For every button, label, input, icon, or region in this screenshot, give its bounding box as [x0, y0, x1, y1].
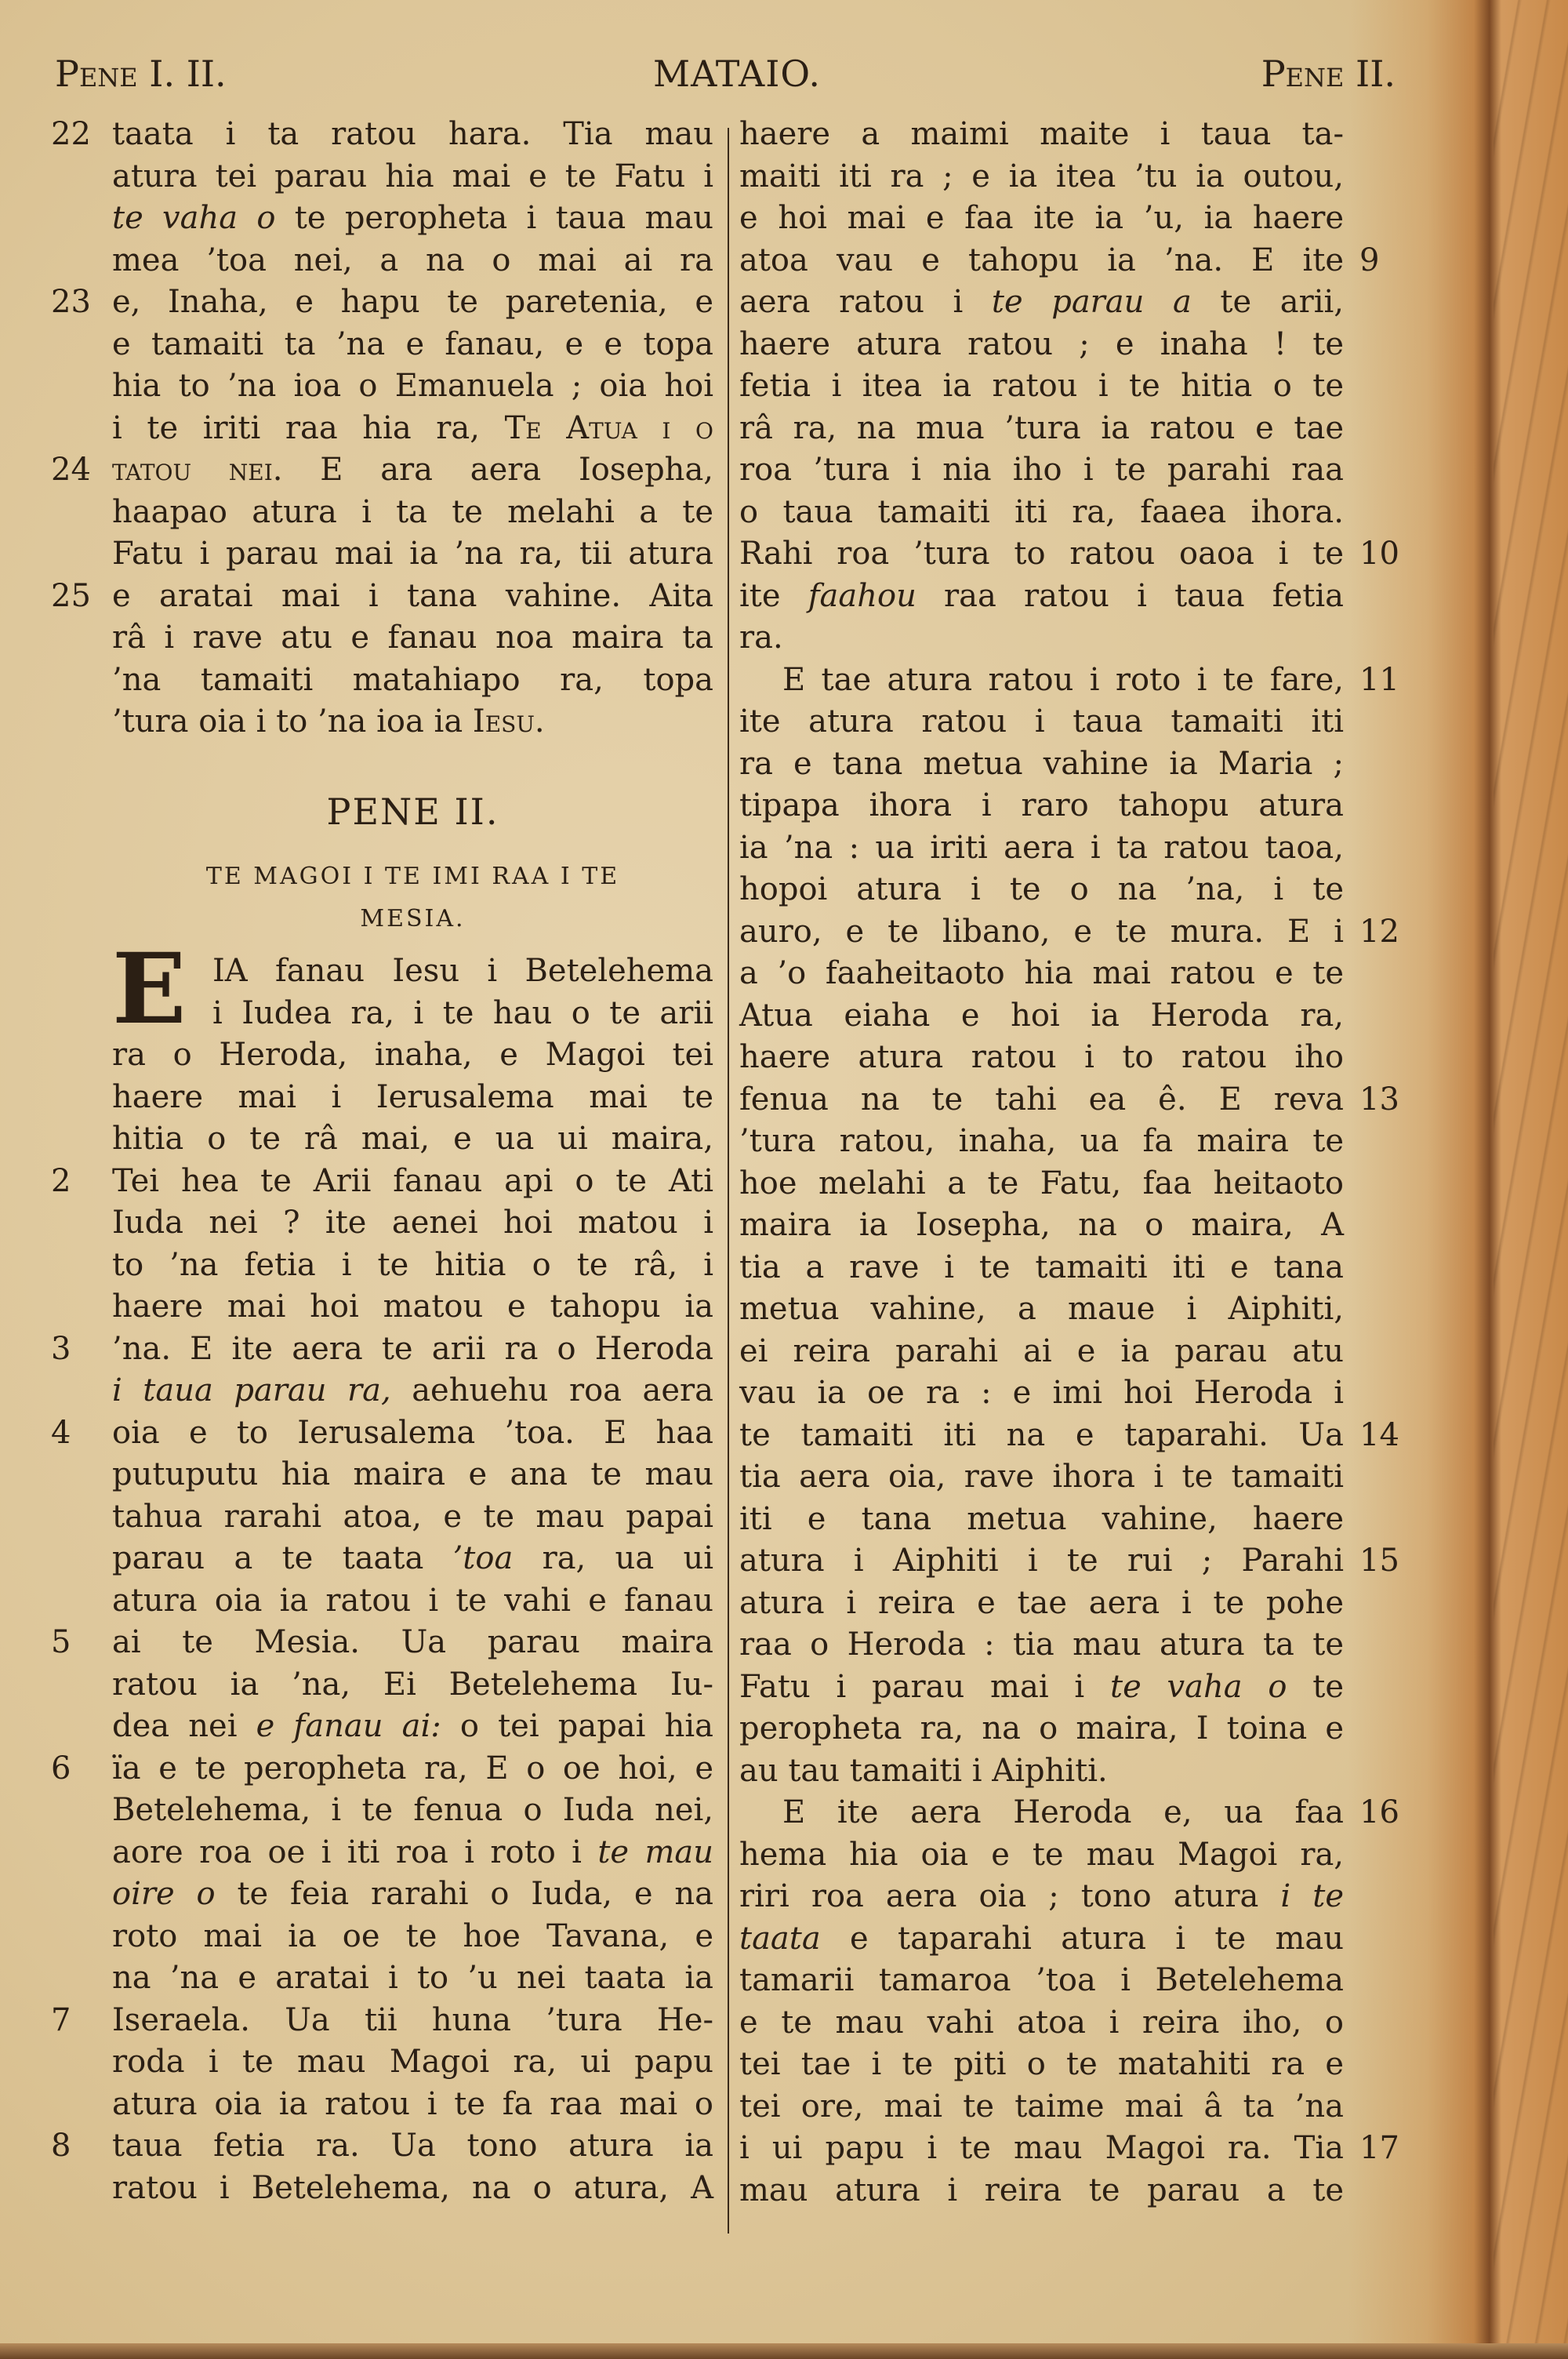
- text-line: [739, 2044, 1344, 2086]
- text-line: [51, 449, 714, 492]
- italic-text: ’toa: [452, 1540, 514, 1576]
- text-line: [739, 324, 1344, 366]
- drop-cap: E: [112, 932, 187, 1046]
- verse-number: 12: [1359, 913, 1399, 950]
- verse-text: E tae atura ratou i roto i te fare,: [782, 661, 1344, 698]
- text-line: [739, 1163, 1344, 1205]
- text-line: [739, 2086, 1344, 2128]
- verse-text: ra, ua ui: [513, 1540, 713, 1576]
- text-line: [739, 576, 1344, 618]
- verse-text: Rahi roa ’tura to ratou oaoa i te: [739, 536, 1344, 572]
- verse-text: tipapa ihora i raro tahopu atura: [739, 787, 1344, 823]
- right-column: [739, 114, 1399, 2212]
- italic-text: i taua parau ra,: [112, 1372, 391, 1408]
- text-line: [739, 743, 1344, 786]
- verse-text: mea ’toa nei, a na o mai ai ra: [112, 242, 713, 278]
- verse-text: e taparahi atura i te mau: [820, 1920, 1344, 1957]
- verse-number: 7: [51, 2001, 71, 2038]
- verse-text: hia to ’na ioa o Emanuela ; oia hoi: [112, 368, 713, 404]
- text-line: [112, 1916, 713, 1958]
- text-line: [112, 492, 713, 534]
- italic-text: e fanau ai:: [256, 1708, 441, 1744]
- left-column-top: [51, 114, 714, 743]
- verse-text: roda i te mau Magoi ra, ui papu: [112, 2044, 713, 2080]
- verse-text: haere a maimi maite i taua ta-: [739, 116, 1344, 152]
- running-head-chapter-right: Pene II.: [1261, 53, 1396, 95]
- text-line: [739, 617, 1344, 660]
- verse-text: hoe melahi a te Fatu, faa heitaoto: [739, 1165, 1344, 1201]
- verse-text: te tamaiti iti na e taparahi. Ua: [739, 1416, 1344, 1453]
- verse-number: 23: [51, 284, 91, 320]
- text-line: [112, 701, 713, 743]
- text-line: [739, 240, 1380, 282]
- page-bottom-edge: [0, 2343, 1568, 2359]
- verse-text: e hoi mai e faa ite ia ’u, ia haere: [739, 200, 1344, 236]
- verse-text: e, Inaha, e hapu te paretenia, e: [112, 284, 713, 320]
- verse-text: atoa vau e tahopu ia ’na. E ite: [739, 242, 1344, 278]
- text-line: [112, 2168, 713, 2210]
- text-line: [739, 995, 1344, 1038]
- text-line: [112, 1034, 713, 1077]
- text-line: [112, 2084, 713, 2126]
- text-line: [739, 2128, 1399, 2170]
- verse-text: Iuda nei ? ite aenei hoi matou i: [112, 1205, 713, 1241]
- text-line: [112, 1790, 713, 1832]
- verse-number: 15: [1359, 1543, 1399, 1579]
- text-line: [739, 1456, 1344, 1499]
- verse-text: haere mai i Ierusalema mai te: [112, 1078, 713, 1115]
- verse-text: tamarii tamaroa ’toa i Betelehema: [739, 1962, 1344, 1998]
- verse-number: 25: [51, 577, 91, 614]
- italic-text: faahou: [808, 577, 916, 614]
- text-line: [112, 1832, 713, 1874]
- verse-text: ra o Heroda, inaha, e Magoi tei: [112, 1037, 713, 1073]
- text-line: [739, 1331, 1344, 1373]
- verse-text: ’na. E ite aera te arii ra o Heroda: [112, 1330, 713, 1367]
- verse-text: o tei papai hia: [441, 1708, 713, 1744]
- verse-text: aera ratou i: [739, 284, 992, 320]
- verse-text: auro, e te libano, e te mura. E i: [739, 913, 1344, 950]
- verse-number: 6: [51, 1750, 71, 1787]
- verse-number: 17: [1359, 2130, 1399, 2166]
- text-line: [51, 1412, 713, 1455]
- text-line: [112, 240, 713, 282]
- text-line: [739, 1792, 1399, 1834]
- italic-text: te mau: [597, 1834, 714, 1870]
- text-line: [51, 1161, 713, 1203]
- text-line: [112, 1245, 713, 1287]
- verse-text: i te iriti raa hia ra,: [112, 409, 505, 446]
- verse-text: roa ’tura i nia iho i te parahi raa: [739, 452, 1344, 488]
- verse-number: 16: [1359, 1794, 1399, 1830]
- verse-text: ei reira parahi ai e ia parau atu: [739, 1332, 1344, 1369]
- small-caps-text: tatou nei.: [112, 452, 283, 488]
- verse-text: fetia i itea ia ratou i te hitia o te: [739, 368, 1344, 404]
- text-line: [51, 576, 713, 618]
- text-line: [739, 156, 1344, 198]
- verse-text: atura oia ia ratou i te fa raa mai o: [112, 2085, 713, 2122]
- verse-text: hitia o te râ mai, e ua ui maira,: [112, 1121, 713, 1157]
- text-line: [739, 1918, 1344, 1961]
- small-caps-text: Iesu: [472, 703, 535, 740]
- text-line: [112, 324, 713, 366]
- verse-text: IA fanau Iesu i Betelehema: [212, 953, 713, 989]
- verse-number: 4: [51, 1414, 71, 1451]
- verse-text: Betelehema, i te fenua o Iuda nei,: [112, 1792, 713, 1828]
- italic-text: taata: [739, 1920, 821, 1957]
- text-line: [112, 1202, 713, 1245]
- verse-text: maira ia Iosepha, na o maira, A: [739, 1207, 1344, 1243]
- verse-text: tei tae i te piti o te matahiti ra e: [739, 2046, 1344, 2082]
- verse-text: atura i reira e tae aera i te pohe: [739, 1584, 1344, 1621]
- verse-number: 8: [51, 2128, 71, 2164]
- verse-text: Fatu i parau mai i: [739, 1668, 1110, 1705]
- text-line: [739, 492, 1344, 534]
- verse-text: na ’na e aratai i to ’u nei taata ia: [112, 1960, 713, 1996]
- text-line: [739, 408, 1344, 450]
- text-line: [739, 827, 1344, 870]
- verse-number: 2: [51, 1162, 71, 1199]
- verse-text: ai te Mesia. Ua parau maira: [112, 1624, 713, 1660]
- small-caps-text: Te Atua i o: [504, 409, 713, 446]
- text-line: [51, 2125, 713, 2168]
- verse-text: haere mai hoi matou e tahopu ia: [112, 1289, 713, 1325]
- text-line: [739, 1583, 1344, 1625]
- verse-text: o taua tamaiti iti ra, faaea ihora.: [739, 493, 1344, 530]
- text-line: [739, 1037, 1344, 1079]
- text-line: [739, 869, 1344, 911]
- verse-text: vau ia oe ra : e imi hoi Heroda i: [739, 1375, 1344, 1411]
- verse-text: au tau tamaiti i Aiphiti.: [739, 1752, 1108, 1789]
- verse-text: aore roa oe i iti roa i roto i: [112, 1834, 598, 1870]
- verse-text: ite: [739, 577, 808, 614]
- verse-number: 13: [1359, 1081, 1399, 1118]
- verse-number: 3: [51, 1330, 71, 1367]
- text-line: [112, 660, 713, 702]
- text-line: [51, 114, 713, 156]
- verse-number: 11: [1359, 661, 1399, 698]
- verse-text: râ i rave atu e fanau noa maira ta: [112, 620, 713, 656]
- verse-text: ’tura oia i to ’na ioa ia: [112, 703, 473, 740]
- verse-text: te feia rarahi o Iuda, e na: [215, 1876, 714, 1912]
- text-line: [739, 198, 1344, 240]
- verse-text: Atua eiaha e hoi ia Heroda ra,: [739, 997, 1344, 1034]
- verse-text: parau a te taata: [112, 1540, 453, 1576]
- chapter-subtitle-line-1: TE MAGOI I TE IMI RAA I TE: [205, 863, 620, 890]
- verse-text: atura tei parau hia mai e te Fatu i: [112, 158, 713, 194]
- verse-text: maiti iti ra ; e ia itea ’tu ia outou,: [739, 158, 1344, 194]
- italic-text: te parau a: [991, 284, 1192, 320]
- text-line: [112, 198, 713, 240]
- chapter-subtitle-line-2: MESIA.: [360, 905, 466, 932]
- running-head-chapter-left: Pene I. II.: [55, 53, 227, 95]
- text-line: [112, 156, 713, 198]
- left-column-body: [51, 951, 714, 2209]
- verse-text: ratou i Betelehema, na o atura, A: [112, 2169, 713, 2206]
- verse-text: ratou ia ’na, Ei Betelehema Iu-: [112, 1666, 713, 1703]
- verse-text: Tei hea te Arii fanau api o te Ati: [112, 1162, 713, 1199]
- text-line: [51, 1329, 713, 1371]
- text-line: [112, 1370, 713, 1412]
- text-line: [739, 533, 1399, 576]
- text-line: [112, 1286, 713, 1329]
- verse-text: i Iudea ra, i te hau o te arii: [212, 994, 713, 1031]
- verse-text: fenua na te tahi ea ê. E reva: [739, 1081, 1344, 1118]
- verse-text: te: [1287, 1668, 1345, 1705]
- verse-number: 10: [1359, 536, 1399, 572]
- verse-text: haapao atura i ta te melahi a te: [112, 493, 713, 530]
- verse-text: E ite aera Heroda e, ua faa: [782, 1794, 1344, 1830]
- text-line: [739, 1540, 1399, 1583]
- verse-text: .: [534, 703, 545, 740]
- italic-text: i te: [1280, 1878, 1344, 1914]
- verse-text: ïa e te peropheta ra, E o oe hoi, e: [112, 1750, 713, 1787]
- verse-text: tahua rarahi atoa, e te mau papai: [112, 1498, 713, 1535]
- verse-text: ’tura ratou, inaha, ua fa maira te: [739, 1123, 1344, 1159]
- text-line: [739, 1876, 1344, 1918]
- verse-number: 22: [51, 116, 91, 152]
- text-line: [51, 2000, 713, 2042]
- text-line: [739, 1289, 1344, 1331]
- verse-text: riri roa aera oia ; tono atura: [739, 1878, 1281, 1914]
- text-line: [112, 408, 713, 450]
- text-line: [112, 617, 713, 660]
- text-line: [739, 1415, 1399, 1457]
- verse-text: râ ra, na mua ’tura ia ratou e tae: [739, 409, 1344, 446]
- text-line: [112, 365, 713, 408]
- text-line: [112, 1118, 713, 1161]
- verse-text: tia a rave i te tamaiti iti e tana: [739, 1249, 1344, 1285]
- verse-text: te arii,: [1191, 284, 1344, 320]
- verse-text: aehuehu roa aera: [390, 1372, 713, 1408]
- text-line: [112, 1664, 713, 1707]
- running-head-book-title: MATAIO.: [653, 53, 821, 95]
- text-line: [112, 1496, 713, 1539]
- verse-text: atura i Aiphiti i te rui ; Parahi: [739, 1543, 1344, 1579]
- verse-text: Iseraela. Ua tii huna ’tura He-: [112, 2001, 713, 2038]
- text-line: [739, 1708, 1344, 1750]
- verse-text: mau atura i reira te parau a te: [739, 2172, 1344, 2208]
- text-line: [112, 1580, 713, 1623]
- verse-text: tei ore, mai te taime mai â ta ’na: [739, 2088, 1344, 2125]
- verse-text: e tamaiti ta ’na e fanau, e e topa: [112, 325, 713, 362]
- text-line: [739, 1499, 1344, 1541]
- text-line: [112, 1874, 713, 1916]
- verse-text: dea nei: [112, 1708, 256, 1744]
- verse-text: E ara aera Iosepha,: [282, 452, 714, 488]
- text-line: [112, 1538, 713, 1580]
- verse-text: putuputu hia maira e ana te mau: [112, 1456, 713, 1492]
- verse-number: 5: [51, 1624, 71, 1660]
- verse-text: to ’na fetia i te hitia o te râ, i: [112, 1246, 713, 1283]
- column-divider: [728, 128, 729, 2234]
- text-line: [51, 1748, 713, 1790]
- text-line: [739, 1750, 1344, 1793]
- text-line: [739, 2170, 1344, 2212]
- verse-text: ra.: [739, 620, 783, 656]
- text-line: [112, 1706, 713, 1748]
- verse-text: haere atura ratou ; e inaha ! te: [739, 325, 1344, 362]
- text-line: [739, 911, 1399, 954]
- verse-number: 14: [1359, 1416, 1399, 1453]
- verse-text: iti e tana metua vahine, haere: [739, 1500, 1344, 1537]
- text-line: [112, 2041, 713, 2084]
- text-line: [739, 1667, 1344, 1709]
- verse-text: a ’o faaheitaoto hia mai ratou e te: [739, 955, 1344, 991]
- verse-text: e te mau vahi atoa i reira iho, o: [739, 2004, 1344, 2041]
- verse-text: ia ’na : ua iriti aera i ta ratou taoa,: [739, 829, 1344, 866]
- text-line: [112, 533, 713, 576]
- verse-text: atura oia ia ratou i te vahi e fanau: [112, 1582, 713, 1619]
- text-line: [739, 1205, 1344, 1247]
- adjacent-page-edge: [1494, 0, 1568, 2343]
- text-line: [739, 701, 1344, 743]
- verse-text: te peropheta i taua mau: [275, 200, 714, 236]
- italic-text: te vaha o: [1110, 1668, 1287, 1705]
- verse-text: oia e to Ierusalema ’toa. E haa: [112, 1414, 713, 1451]
- text-line: [739, 2002, 1344, 2045]
- text-line: [739, 282, 1344, 324]
- verse-text: haere atura ratou i to ratou iho: [739, 1039, 1344, 1075]
- text-line: [112, 1077, 713, 1119]
- text-line: [51, 1622, 713, 1664]
- verse-text: metua vahine, a maue i Aiphiti,: [739, 1291, 1344, 1327]
- verse-text: peropheta ra, na o maira, I toina e: [739, 1710, 1344, 1747]
- verse-text: raa ratou i taua fetia: [916, 577, 1344, 614]
- text-line: [112, 951, 713, 993]
- verse-text: hema hia oia e te mau Magoi ra,: [739, 1836, 1344, 1873]
- text-line: [739, 1960, 1344, 2002]
- text-line: [112, 993, 713, 1035]
- text-line: [51, 282, 713, 324]
- italic-text: oire o: [112, 1876, 216, 1912]
- verse-text: ite atura ratou i taua tamaiti iti: [739, 703, 1344, 740]
- text-line: [739, 1247, 1344, 1289]
- text-line: [739, 660, 1399, 702]
- verse-number: 9: [1359, 242, 1380, 278]
- verse-text: Fatu i parau mai ia ’na ra, tii atura: [112, 536, 713, 572]
- text-line: [739, 1624, 1344, 1667]
- verse-text: hopoi atura i te o na ’na, i te: [739, 871, 1344, 907]
- text-line: [112, 1957, 713, 2000]
- italic-text: te vaha o: [112, 200, 276, 236]
- text-line: [112, 1454, 713, 1496]
- verse-text: ra e tana metua vahine ia Maria ;: [739, 745, 1344, 782]
- text-line: [739, 953, 1344, 995]
- verse-text: tia aera oia, rave ihora i te tamaiti: [739, 1459, 1344, 1495]
- text-line: [739, 1121, 1344, 1163]
- verse-text: e aratai mai i tana vahine. Aita: [112, 577, 713, 614]
- verse-text: raa o Heroda : tia mau atura ta te: [739, 1627, 1344, 1663]
- verse-text: ’na tamaiti matahiapo ra, topa: [112, 661, 713, 698]
- text-line: [739, 1834, 1344, 1877]
- chapter-heading: PENE II.: [326, 791, 499, 833]
- verse-text: roto mai ia oe te hoe Tavana, e: [112, 1917, 713, 1954]
- verse-text: i ui papu i te mau Magoi ra. Tia: [739, 2130, 1344, 2166]
- text-line: [739, 449, 1344, 492]
- verse-text: taua fetia ra. Ua tono atura ia: [112, 2128, 713, 2164]
- text-line: [739, 785, 1344, 827]
- text-line: [739, 1079, 1399, 1121]
- text-line: [739, 365, 1344, 408]
- text-line: [739, 1372, 1344, 1415]
- verse-number: 24: [51, 452, 91, 488]
- text-line: [739, 114, 1344, 156]
- verse-text: taata i ta ratou hara. Tia mau: [112, 116, 713, 152]
